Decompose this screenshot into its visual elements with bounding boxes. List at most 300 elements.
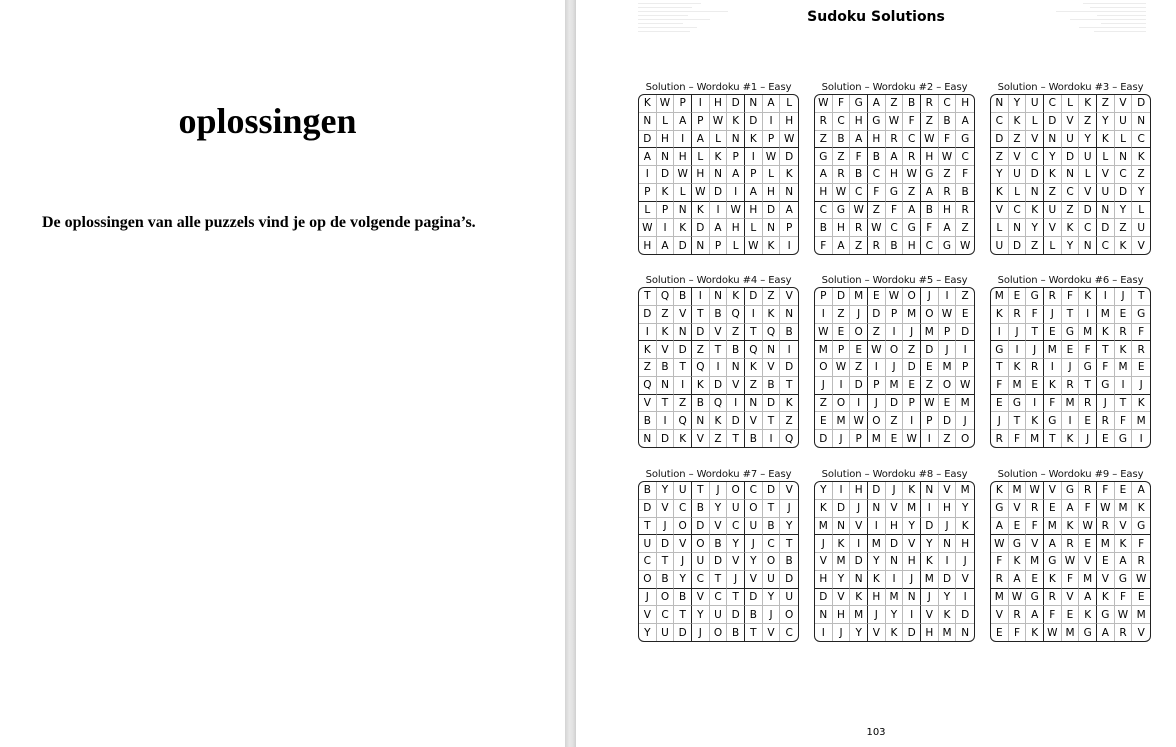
grid-cell: B xyxy=(727,624,745,641)
grid-cell: N xyxy=(639,113,657,131)
grid-cell: B xyxy=(956,184,974,202)
intro-text: De oplossingen van alle puzzels vind je op de volgende pagina’s. xyxy=(42,214,476,231)
grid-cell: N xyxy=(850,571,868,589)
grid-cell: Y xyxy=(1062,237,1080,254)
grid-cell: K xyxy=(956,518,974,536)
grid-cell: H xyxy=(903,237,921,254)
grid-cell: E xyxy=(1009,288,1027,306)
grid-cell: T xyxy=(710,571,728,589)
grid-cell: C xyxy=(639,553,657,571)
grid-cell: Z xyxy=(956,219,974,237)
grid-cell: G xyxy=(1132,518,1150,536)
grid-cell: K xyxy=(780,395,798,413)
grid-cell: J xyxy=(939,341,957,359)
wordoku-solution-1 xyxy=(638,81,799,255)
grid-cell: A xyxy=(815,166,833,184)
grid-cell: J xyxy=(1009,324,1027,342)
grid-cell: A xyxy=(674,113,692,131)
grid-cell: D xyxy=(780,148,798,166)
grid-cell: B xyxy=(639,482,657,500)
grid-cell: M xyxy=(850,606,868,624)
grid-cell: A xyxy=(1009,571,1027,589)
grid-cell: G xyxy=(1044,412,1062,430)
grid-cell: V xyxy=(956,571,974,589)
grid-cell: L xyxy=(639,202,657,220)
grid-cell: M xyxy=(1115,500,1133,518)
grid-cell: A xyxy=(763,95,781,113)
grid-cell: N xyxy=(991,95,1009,113)
grid-cell: Q xyxy=(710,395,728,413)
grid-cell: H xyxy=(903,553,921,571)
grid-cell: U xyxy=(763,571,781,589)
grid-cell: Z xyxy=(939,166,957,184)
grid-cell: D xyxy=(639,131,657,149)
grid-cell: V xyxy=(991,202,1009,220)
grid-cell: J xyxy=(903,571,921,589)
grid-cell: K xyxy=(674,219,692,237)
grid-cell: C xyxy=(727,518,745,536)
grid-cell: R xyxy=(1062,377,1080,395)
grid-cell: J xyxy=(921,288,939,306)
grid-cell: K xyxy=(886,624,904,641)
grid-cell: F xyxy=(1044,606,1062,624)
grid-cell: F xyxy=(956,166,974,184)
grid-cell: N xyxy=(903,589,921,607)
grid-cell: W xyxy=(850,202,868,220)
grid-cell: K xyxy=(763,237,781,254)
grid-cell: N xyxy=(674,324,692,342)
grid-cell: I xyxy=(727,184,745,202)
grid-cell: V xyxy=(1062,589,1080,607)
grid-cell: K xyxy=(1044,571,1062,589)
grid-cell: G xyxy=(1062,324,1080,342)
grid-cell: N xyxy=(780,184,798,202)
puzzle-title: Solution – Wordoku #5 – Easy xyxy=(821,275,968,286)
grid-cell: B xyxy=(921,202,939,220)
grid-cell: G xyxy=(1009,395,1027,413)
grid-cell: J xyxy=(1079,430,1097,447)
grid-cell: D xyxy=(956,606,974,624)
grid-cell: J xyxy=(991,412,1009,430)
grid-cell: L xyxy=(991,219,1009,237)
grid-cell: H xyxy=(850,482,868,500)
grid-cell: E xyxy=(1132,589,1150,607)
grid-cell: E xyxy=(1009,518,1027,536)
grid-cell: T xyxy=(657,395,675,413)
grid-cell: J xyxy=(939,518,957,536)
grid-cell: A xyxy=(692,131,710,149)
grid-cell: M xyxy=(939,624,957,641)
grid-cell: K xyxy=(745,359,763,377)
grid-cell: V xyxy=(692,589,710,607)
grid-cell: R xyxy=(1009,306,1027,324)
grid-cell: K xyxy=(939,606,957,624)
grid-cell: W xyxy=(903,166,921,184)
puzzle-title: Solution – Wordoku #2 – Easy xyxy=(821,82,968,93)
grid-cell: T xyxy=(1097,341,1115,359)
grid-cell: P xyxy=(921,412,939,430)
grid-cell: C xyxy=(1009,202,1027,220)
grid-cell: J xyxy=(1026,341,1044,359)
grid-cell: W xyxy=(921,395,939,413)
grid-cell: Z xyxy=(1079,113,1097,131)
grid-cell: V xyxy=(1115,518,1133,536)
grid-cell: D xyxy=(692,518,710,536)
grid-cell: J xyxy=(674,553,692,571)
grid-cell: I xyxy=(850,535,868,553)
wordoku-solution-8 xyxy=(814,468,975,642)
grid-cell: T xyxy=(1044,430,1062,447)
grid-cell: Y xyxy=(815,482,833,500)
grid-cell: Q xyxy=(657,288,675,306)
grid-cell: F xyxy=(1026,518,1044,536)
grid-cell: Q xyxy=(727,306,745,324)
grid-cell: R xyxy=(991,430,1009,447)
grid-cell: K xyxy=(1132,148,1150,166)
grid-cell: W xyxy=(763,148,781,166)
grid-cell: A xyxy=(991,518,1009,536)
grid-cell: M xyxy=(991,288,1009,306)
grid-cell: F xyxy=(886,202,904,220)
grid-cell: U xyxy=(727,500,745,518)
grid-cell: W xyxy=(727,202,745,220)
grid-cell: N xyxy=(745,95,763,113)
grid-cell: M xyxy=(903,500,921,518)
grid-cell: V xyxy=(1044,482,1062,500)
grid-cell: N xyxy=(745,395,763,413)
grid-cell: V xyxy=(763,359,781,377)
grid-cell: I xyxy=(787,239,791,252)
grid-cell: K xyxy=(850,589,868,607)
grid-cell: I xyxy=(833,377,851,395)
grid-cell: C xyxy=(868,166,886,184)
grid-cell: H xyxy=(833,606,851,624)
grid-cell: H xyxy=(745,202,763,220)
grid-cell: N xyxy=(1132,113,1150,131)
grid-cell: G xyxy=(991,341,1009,359)
grid-cell: A xyxy=(921,184,939,202)
grid-cell: Y xyxy=(727,535,745,553)
grid-cell: O xyxy=(868,412,886,430)
grid-cell: W xyxy=(1115,606,1133,624)
grid-cell: W xyxy=(1097,500,1115,518)
grid-cell: D xyxy=(939,571,957,589)
grid-cell: G xyxy=(868,113,886,131)
grid-cell: P xyxy=(692,113,710,131)
grid-cell: R xyxy=(939,184,957,202)
grid-cell: Y xyxy=(868,553,886,571)
grid-cell: W xyxy=(833,184,851,202)
grid-cell: C xyxy=(903,131,921,149)
grid-cell: H xyxy=(868,131,886,149)
grid-cell: A xyxy=(1026,606,1044,624)
grid-cell: T xyxy=(674,606,692,624)
grid-cell: R xyxy=(903,148,921,166)
grid-cell: A xyxy=(780,202,798,220)
grid-cell: G xyxy=(815,148,833,166)
grid-cell: D xyxy=(1062,148,1080,166)
grid-cell: K xyxy=(727,113,745,131)
grid-cell: W xyxy=(639,219,657,237)
grid-cell: K xyxy=(1132,500,1150,518)
grid-cell: R xyxy=(1132,341,1150,359)
grid-cell: R xyxy=(833,166,851,184)
grid-cell: G xyxy=(833,202,851,220)
grid-cell: K xyxy=(1115,237,1133,254)
grid-cell: I xyxy=(1009,341,1027,359)
grid-cell: H xyxy=(850,113,868,131)
grid-cell: I xyxy=(991,324,1009,342)
grid-cell: M xyxy=(1115,359,1133,377)
grid-cell: Z xyxy=(692,341,710,359)
grid-cell: M xyxy=(1009,377,1027,395)
grid-cell: D xyxy=(815,430,833,447)
grid-cell: V xyxy=(1097,571,1115,589)
grid-cell: L xyxy=(1132,202,1150,220)
wordoku-solution-4 xyxy=(638,274,799,448)
grid-cell: C xyxy=(886,219,904,237)
grid-cell: V xyxy=(674,535,692,553)
grid-cell: K xyxy=(710,148,728,166)
grid-cell: A xyxy=(639,148,657,166)
grid-cell: M xyxy=(868,430,886,447)
grid-cell: D xyxy=(815,589,833,607)
grid-cell: B xyxy=(745,430,763,447)
grid-cell: L xyxy=(1026,113,1044,131)
grid-cell: Q xyxy=(674,412,692,430)
grid-cell: K xyxy=(657,324,675,342)
grid-cell: V xyxy=(710,324,728,342)
grid-cell: D xyxy=(692,219,710,237)
grid-cell: R xyxy=(1132,553,1150,571)
grid-cell: C xyxy=(674,500,692,518)
grid-cell: V xyxy=(780,482,798,500)
grid-cell: W xyxy=(674,166,692,184)
grid-cell: V xyxy=(710,518,728,536)
grid-cell: I xyxy=(850,395,868,413)
grid-cell: T xyxy=(639,518,657,536)
grid-cell: D xyxy=(727,606,745,624)
grid-cell: I xyxy=(745,148,763,166)
grid-cell: P xyxy=(727,148,745,166)
grid-cell: T xyxy=(1062,306,1080,324)
grid-cell: K xyxy=(780,166,798,184)
grid-cell: A xyxy=(868,95,886,113)
grid-cell: T xyxy=(780,377,798,395)
grid-cell: F xyxy=(1044,395,1062,413)
grid-cell: I xyxy=(903,606,921,624)
grid-cell: B xyxy=(710,306,728,324)
grid-cell: I xyxy=(1097,288,1115,306)
grid-cell: O xyxy=(657,589,675,607)
grid-cell: C xyxy=(710,589,728,607)
grid-cell: D xyxy=(1026,166,1044,184)
grid-cell: N xyxy=(1026,184,1044,202)
grid-cell: D xyxy=(710,184,728,202)
grid-cell: V xyxy=(727,377,745,395)
grid-cell: N xyxy=(921,482,939,500)
solution-grid xyxy=(990,287,1151,448)
grid-cell: V xyxy=(780,288,798,306)
grid-cell: F xyxy=(1062,288,1080,306)
grid-cell: B xyxy=(763,377,781,395)
grid-cell: T xyxy=(727,589,745,607)
grid-cell: M xyxy=(1026,430,1044,447)
grid-cell: P xyxy=(763,131,781,149)
grid-cell: G xyxy=(1026,589,1044,607)
grid-cell: G xyxy=(886,184,904,202)
grid-cell: D xyxy=(657,166,675,184)
grid-cell: K xyxy=(1132,395,1150,413)
grid-cell: U xyxy=(1044,202,1062,220)
grid-cell: Z xyxy=(815,395,833,413)
grid-cell: P xyxy=(780,219,798,237)
grid-cell: A xyxy=(886,148,904,166)
grid-cell: E xyxy=(1097,430,1115,447)
grid-cell: J xyxy=(815,535,833,553)
grid-cell: U xyxy=(710,606,728,624)
grid-cell: V xyxy=(1137,626,1145,639)
grid-cell: D xyxy=(921,518,939,536)
grid-cell: W xyxy=(692,184,710,202)
grid-cell: Y xyxy=(780,518,798,536)
grid-cell: R xyxy=(991,571,1009,589)
grid-cell: M xyxy=(1097,535,1115,553)
grid-cell: C xyxy=(1026,148,1044,166)
grid-cell: Y xyxy=(956,500,974,518)
grid-cell: E xyxy=(1062,341,1080,359)
grid-cell: F xyxy=(1115,589,1133,607)
grid-cell: Z xyxy=(763,288,781,306)
grid-cell: R xyxy=(815,113,833,131)
grid-cell: W xyxy=(903,430,921,447)
grid-cell: N xyxy=(1097,202,1115,220)
grid-cell: U xyxy=(745,518,763,536)
grid-cell: W xyxy=(1079,518,1097,536)
grid-cell: R xyxy=(1062,535,1080,553)
grid-cell: V xyxy=(639,606,657,624)
grid-cell: Y xyxy=(1132,184,1150,202)
grid-cell: G xyxy=(1132,306,1150,324)
grid-cell: L xyxy=(1009,184,1027,202)
grid-cell: M xyxy=(1132,412,1150,430)
grid-cell: T xyxy=(692,306,710,324)
grid-cell: P xyxy=(956,359,974,377)
grid-cell: E xyxy=(1115,306,1133,324)
grid-cell: I xyxy=(815,624,833,641)
grid-cell: W xyxy=(1132,571,1150,589)
grid-cell: V xyxy=(1079,553,1097,571)
grid-cell: D xyxy=(763,202,781,220)
grid-cell: I xyxy=(1044,359,1062,377)
grid-cell: V xyxy=(1137,239,1145,252)
grid-cell: M xyxy=(1132,606,1150,624)
grid-cell: E xyxy=(1026,377,1044,395)
grid-cell: V xyxy=(921,606,939,624)
grid-cell: H xyxy=(956,95,974,113)
grid-cell: T xyxy=(745,624,763,641)
grid-cell: B xyxy=(850,166,868,184)
grid-cell: I xyxy=(921,430,939,447)
grid-cell: Z xyxy=(1044,184,1062,202)
grid-cell: Z xyxy=(991,148,1009,166)
grid-cell: L xyxy=(745,219,763,237)
grid-cell: N xyxy=(1115,148,1133,166)
grid-cell: Y xyxy=(745,553,763,571)
grid-cell: P xyxy=(815,288,833,306)
grid-cell: E xyxy=(1026,571,1044,589)
grid-cell: I xyxy=(657,219,675,237)
grid-cell: U xyxy=(1132,219,1150,237)
grid-cell: G xyxy=(939,237,957,254)
grid-cell: Z xyxy=(868,202,886,220)
grid-cell: R xyxy=(1115,624,1133,641)
grid-cell: W xyxy=(833,359,851,377)
grid-cell: R xyxy=(921,95,939,113)
grid-cell: Z xyxy=(1132,166,1150,184)
grid-cell: Y xyxy=(903,518,921,536)
grid-cell: V xyxy=(815,553,833,571)
grid-cell: H xyxy=(710,95,728,113)
grid-cell: Y xyxy=(1097,113,1115,131)
grid-cell: Z xyxy=(710,430,728,447)
grid-cell: J xyxy=(886,482,904,500)
grid-cell: N xyxy=(727,359,745,377)
grid-cell: I xyxy=(710,359,728,377)
grid-cell: O xyxy=(763,553,781,571)
grid-cell: Z xyxy=(639,359,657,377)
grid-cell: K xyxy=(1115,341,1133,359)
grid-cell: E xyxy=(1115,482,1133,500)
grid-cell: V xyxy=(674,306,692,324)
grid-cell: K xyxy=(1079,95,1097,113)
grid-cell: T xyxy=(1079,377,1097,395)
grid-cell: K xyxy=(991,306,1009,324)
grid-cell: W xyxy=(956,377,974,395)
grid-cell: F xyxy=(921,219,939,237)
grid-cell: D xyxy=(921,341,939,359)
grid-cell: T xyxy=(727,430,745,447)
grid-cell: C xyxy=(785,626,793,639)
grid-cell: K xyxy=(692,202,710,220)
grid-cell: C xyxy=(921,237,939,254)
grid-cell: I xyxy=(1079,306,1097,324)
grid-cell: G xyxy=(921,166,939,184)
grid-cell: Z xyxy=(850,237,868,254)
grid-cell: D xyxy=(763,482,781,500)
grid-cell: K xyxy=(639,341,657,359)
grid-cell: N xyxy=(710,166,728,184)
grid-cell: I xyxy=(956,341,974,359)
grid-cell: E xyxy=(1079,412,1097,430)
grid-cell: H xyxy=(921,624,939,641)
grid-cell: U xyxy=(639,535,657,553)
grid-cell: U xyxy=(674,482,692,500)
grid-cell: N xyxy=(815,606,833,624)
grid-cell: D xyxy=(868,306,886,324)
grid-cell: K xyxy=(1097,324,1115,342)
grid-cell: Y xyxy=(939,589,957,607)
grid-cell: J xyxy=(815,377,833,395)
grid-cell: C xyxy=(1115,166,1133,184)
grid-cell: W xyxy=(1062,553,1080,571)
grid-cell: F xyxy=(903,113,921,131)
grid-cell: D xyxy=(833,288,851,306)
grid-cell: O xyxy=(639,571,657,589)
grid-cell: A xyxy=(956,113,974,131)
grid-cell: B xyxy=(903,95,921,113)
grid-cell: D xyxy=(850,377,868,395)
